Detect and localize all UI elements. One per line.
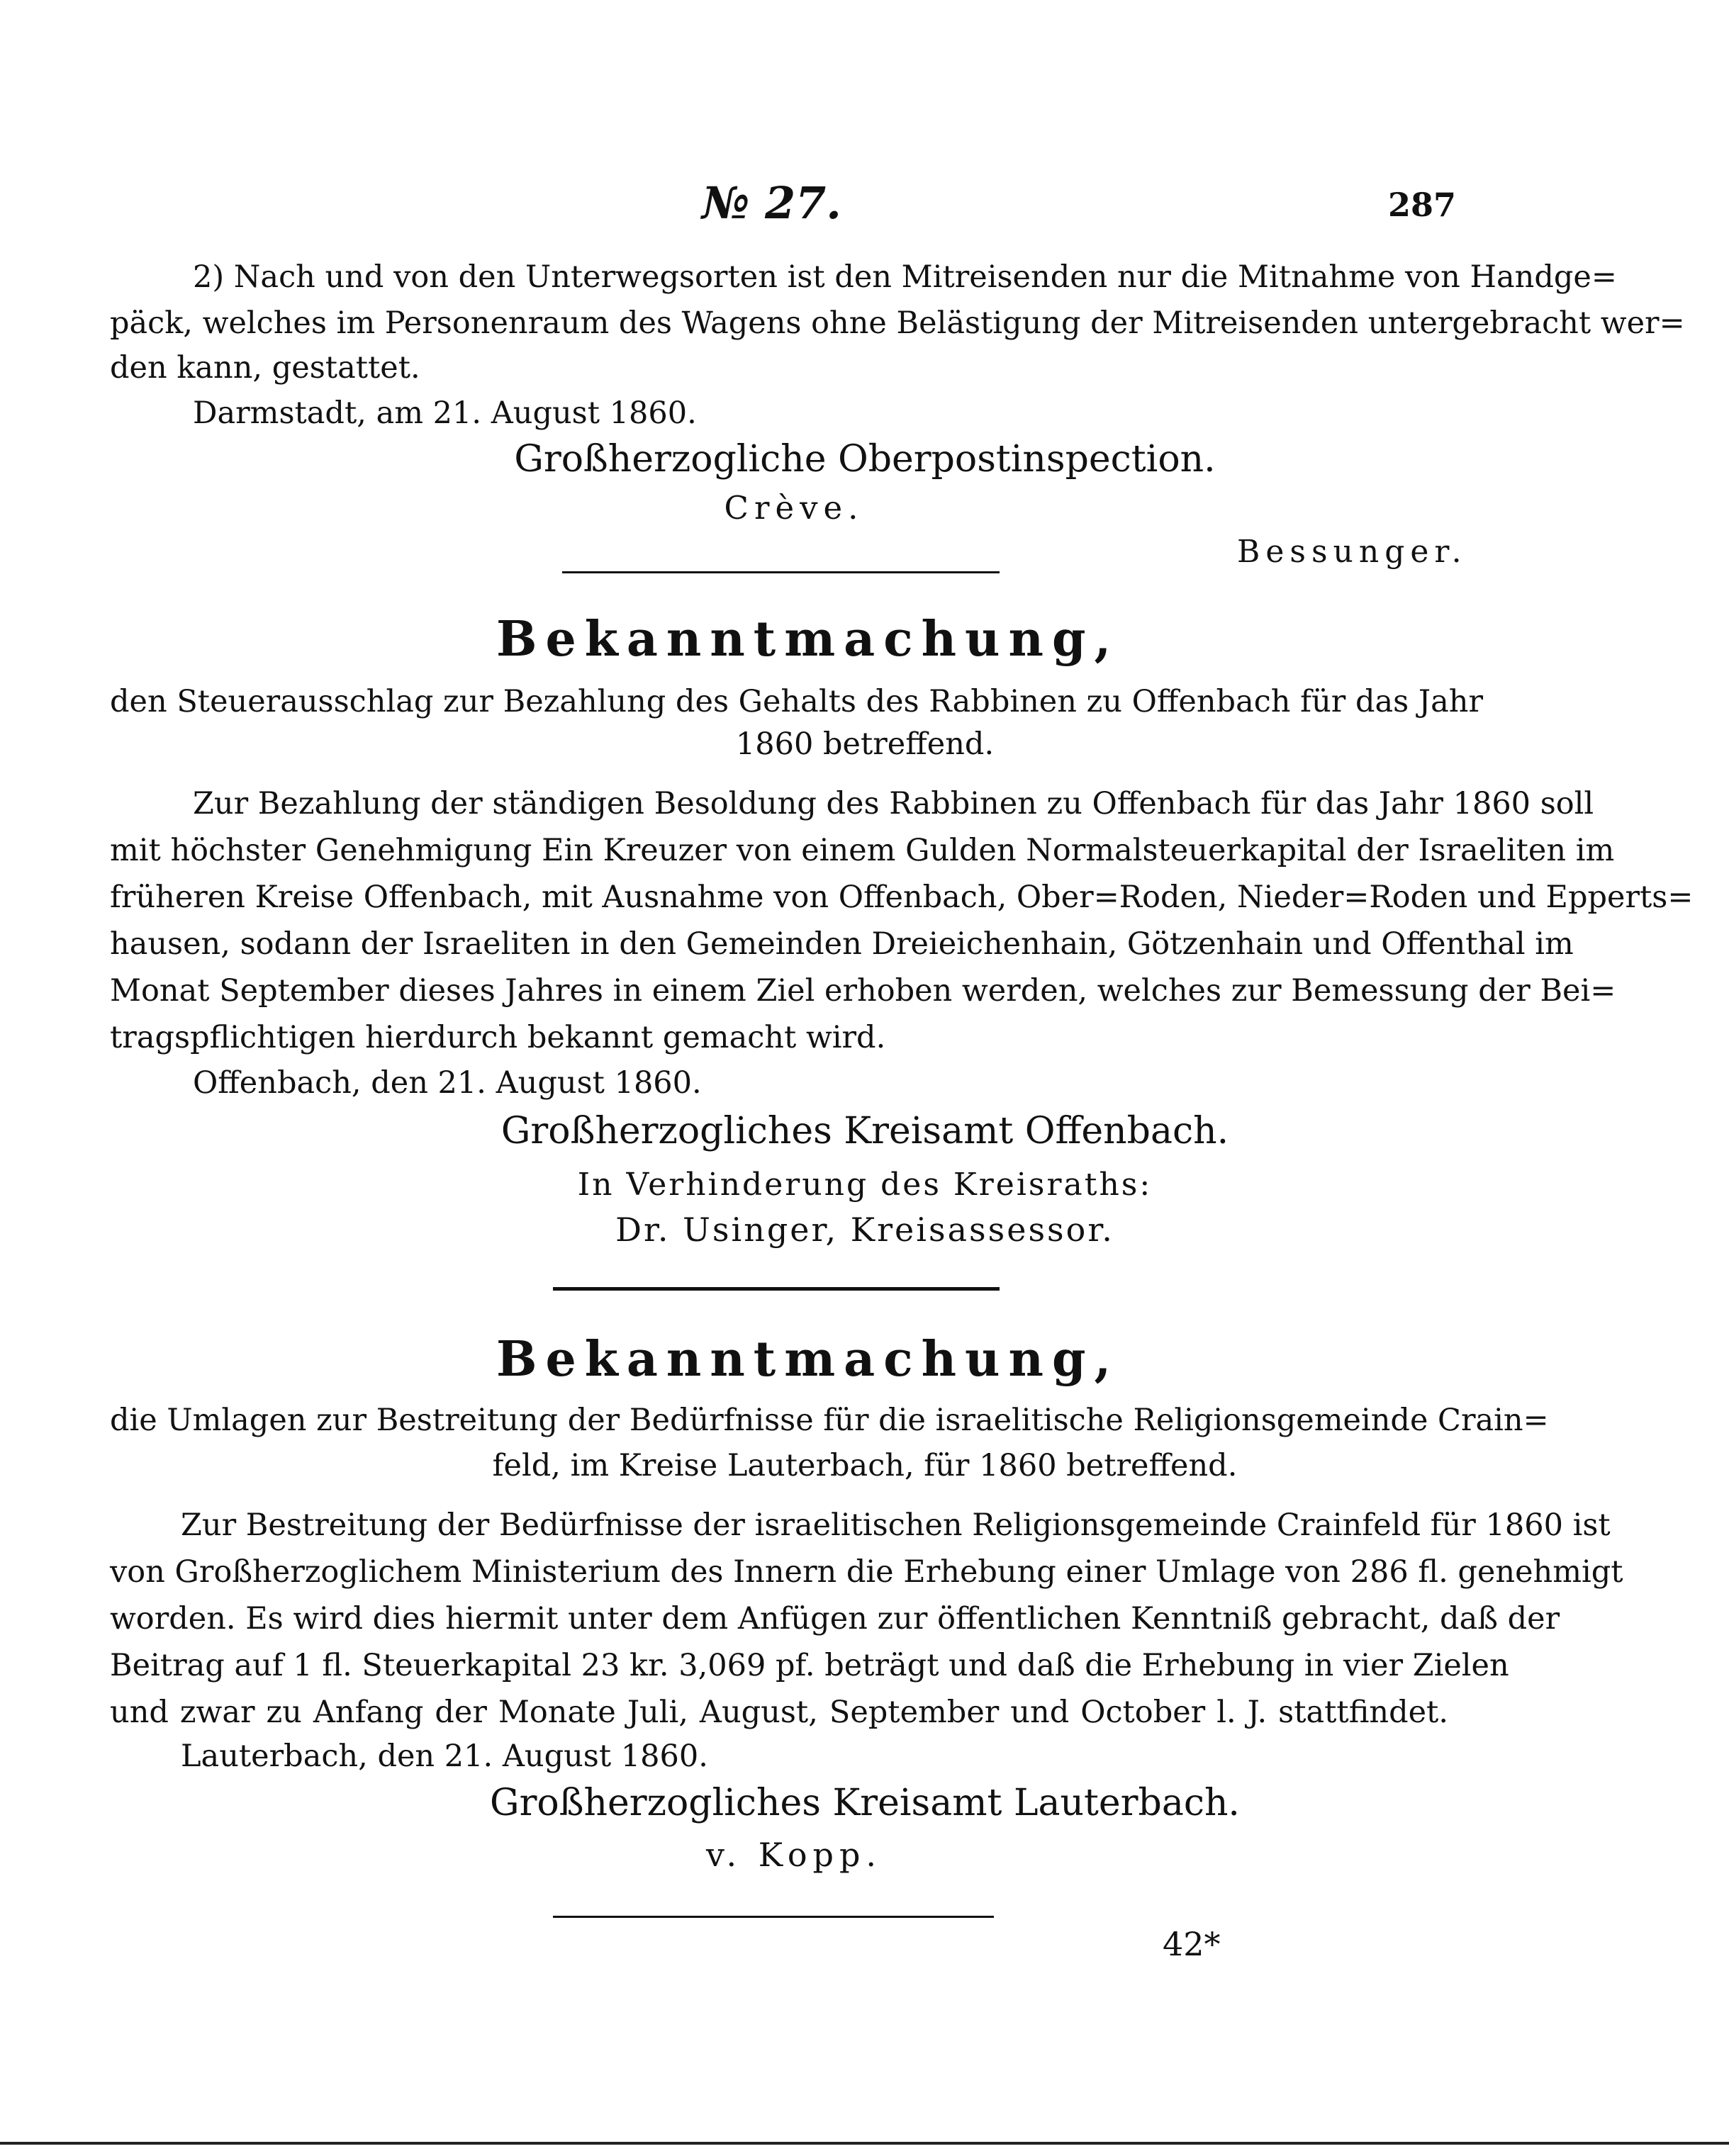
section-heading: Bekanntmachung,: [496, 1331, 1120, 1388]
paragraph-line: den kann, gestattet.: [110, 350, 420, 386]
paragraph-line: worden. Es wird dies hiermit unter dem Anfügen zur öffentlichen Kenntniß gebracht, daß der: [110, 1601, 1560, 1636]
issue-number: № 27.: [702, 177, 841, 229]
issuing-office: Großherzogliche Oberpostinspection.: [514, 438, 1216, 481]
paragraph-line: päck, welches im Personenraum des Wagens ohne Belästigung der Mitreisenden untergebracht wer=: [110, 305, 1685, 341]
signatory: v. Kopp.: [705, 1836, 883, 1874]
subtitle-line: die Umlagen zur Bestreitung der Bedürfnisse für die israelitische Religionsgemeinde Crain=: [110, 1403, 1549, 1438]
paragraph-line: tragspflichtigen hierdurch bekannt gemacht wird.: [110, 1020, 886, 1055]
subtitle-line: 1860 betreffend.: [735, 726, 995, 762]
paragraph-line: Zur Bezahlung der ständigen Besoldung des Rabbinen zu Offenbach für das Jahr 1860 soll: [193, 786, 1594, 821]
paragraph-line: früheren Kreise Offenbach, mit Ausnahme von Offenbach, Ober=Roden, Nieder=Roden und Epperts=: [110, 880, 1694, 915]
section-divider: [562, 571, 1000, 573]
paragraph-line: und zwar zu Anfang der Monate Juli, August, September und October l. J. stattfindet.: [110, 1695, 1448, 1730]
paragraph-line: von Großherzoglichem Ministerium des Innern die Erhebung einer Umlage von 286 fl. genehmigt: [110, 1554, 1623, 1590]
subtitle-line: den Steuerausschlag zur Bezahlung des Gehalts des Rabbinen zu Offenbach für das Jahr: [110, 684, 1484, 719]
signature-right: Bessunger.: [1237, 534, 1467, 570]
paragraph-line: Zur Bestreitung der Bedürfnisse der israelitischen Religionsgemeinde Crainfeld für 1860 ist: [181, 1507, 1611, 1543]
scan-edge-line: [0, 2142, 1729, 2145]
place-date: Lauterbach, den 21. August 1860.: [181, 1739, 708, 1774]
page-number: 287: [1388, 186, 1457, 224]
signature-mark: 42*: [1163, 1925, 1221, 1963]
issuing-office: Großherzogliches Kreisamt Lauterbach.: [490, 1782, 1240, 1824]
paragraph-line: mit höchster Genehmigung Ein Kreuzer von einem Gulden Normalsteuerkapital der Israeliten im: [110, 833, 1615, 868]
paragraph-line: 2) Nach und von den Unterwegsorten ist den Mitreisenden nur die Mitnahme von Handge=: [193, 259, 1617, 295]
deputy-note: In Verhinderung des Kreisraths:: [577, 1167, 1153, 1203]
issuing-office: Großherzogliches Kreisamt Offenbach.: [500, 1110, 1229, 1152]
paragraph-line: Monat September dieses Jahres in einem Ziel erhoben werden, welches zur Bemessung der Bei=: [110, 973, 1616, 1009]
paragraph-line: hausen, sodann der Israeliten in den Gemeinden Dreieichenhain, Götzenhain und Offenthal im: [110, 926, 1574, 962]
subtitle-line: feld, im Kreise Lauterbach, für 1860 betreffend.: [492, 1448, 1238, 1483]
signature-left: Crève.: [724, 489, 864, 527]
section-divider: [553, 1916, 994, 1918]
section-divider: [553, 1287, 1000, 1291]
paragraph-line: Beitrag auf 1 fl. Steuerkapital 23 kr. 3,069 pf. beträgt und daß die Erhebung in vier Zielen: [110, 1648, 1509, 1683]
place-date: Darmstadt, am 21. August 1860.: [193, 395, 697, 431]
section-heading: Bekanntmachung,: [496, 611, 1120, 668]
signatory: Dr. Usinger, Kreisassessor.: [615, 1211, 1114, 1249]
place-date: Offenbach, den 21. August 1860.: [193, 1065, 702, 1101]
